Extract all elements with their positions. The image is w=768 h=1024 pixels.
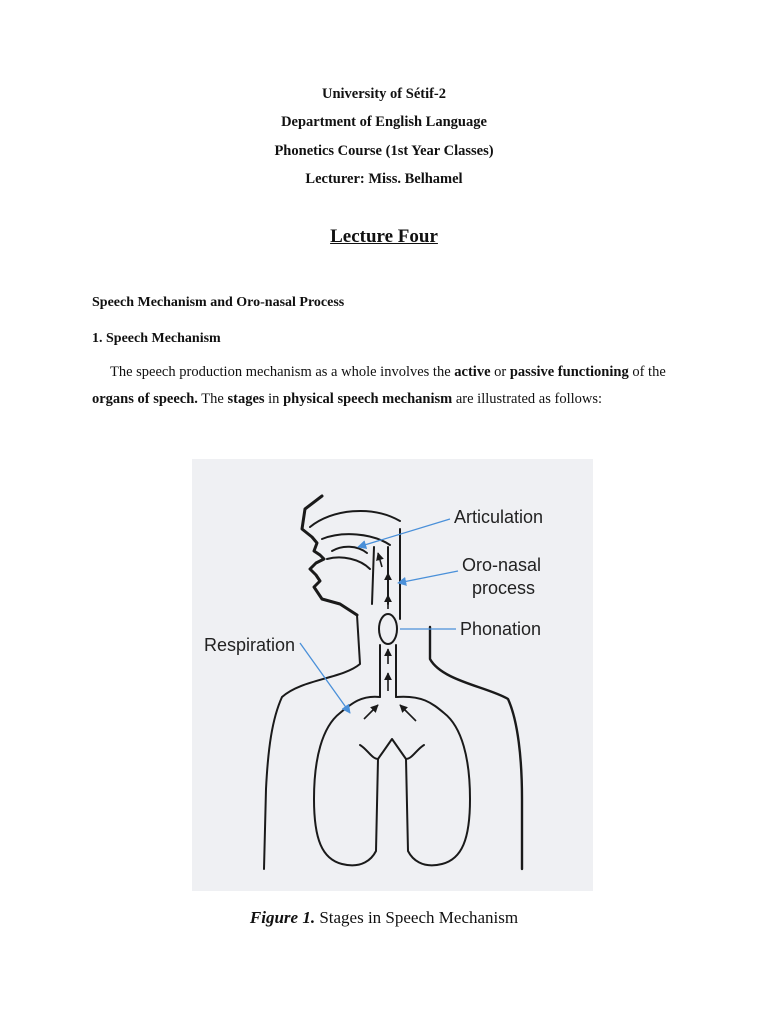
figure-drawing xyxy=(192,459,593,891)
course-name: Phonetics Course (1st Year Classes) xyxy=(274,143,494,159)
intro-text: of the xyxy=(628,364,666,380)
lecturer-name: Lecturer: Miss. Belhamel xyxy=(305,171,463,187)
label-respiration: Respiration xyxy=(204,635,296,655)
intro-text: or xyxy=(490,364,510,380)
intro-bold: stages xyxy=(227,391,265,407)
caption-text: Stages in Speech Mechanism xyxy=(315,908,519,927)
label-process: process xyxy=(472,578,536,598)
figure-caption xyxy=(0,908,768,928)
label-oro-nasal: Oro-nasal xyxy=(462,555,542,575)
topic-heading: Speech Mechanism and Oro-nasal Process xyxy=(92,295,345,310)
university-name: University of Sétif-2 xyxy=(321,86,447,102)
intro-text: The speech production mechanism as a whole involves the xyxy=(110,364,455,380)
label-phonation: Phonation xyxy=(460,619,542,639)
head-body-outline xyxy=(264,496,522,869)
department-name: Department of English Language xyxy=(281,114,487,130)
speech-mechanism-figure xyxy=(192,459,593,891)
lecture-title: Lecture Four xyxy=(330,226,438,247)
intro-text: in xyxy=(264,391,284,407)
caption-label: Figure 1. xyxy=(249,908,316,927)
intro-paragraph xyxy=(92,359,692,413)
label-articulation: Articulation xyxy=(454,507,544,527)
intro-text: The xyxy=(197,391,228,407)
intro-bold: physical speech mechanism xyxy=(283,391,453,407)
intro-bold: organs of speech. xyxy=(92,391,198,407)
airflow-arrows xyxy=(364,553,416,721)
intro-bold: active xyxy=(454,364,491,380)
section-heading: 1. Speech Mechanism xyxy=(92,331,221,346)
intro-text: are illustrated as follows: xyxy=(452,391,603,407)
intro-bold: passive functioning xyxy=(509,364,629,380)
